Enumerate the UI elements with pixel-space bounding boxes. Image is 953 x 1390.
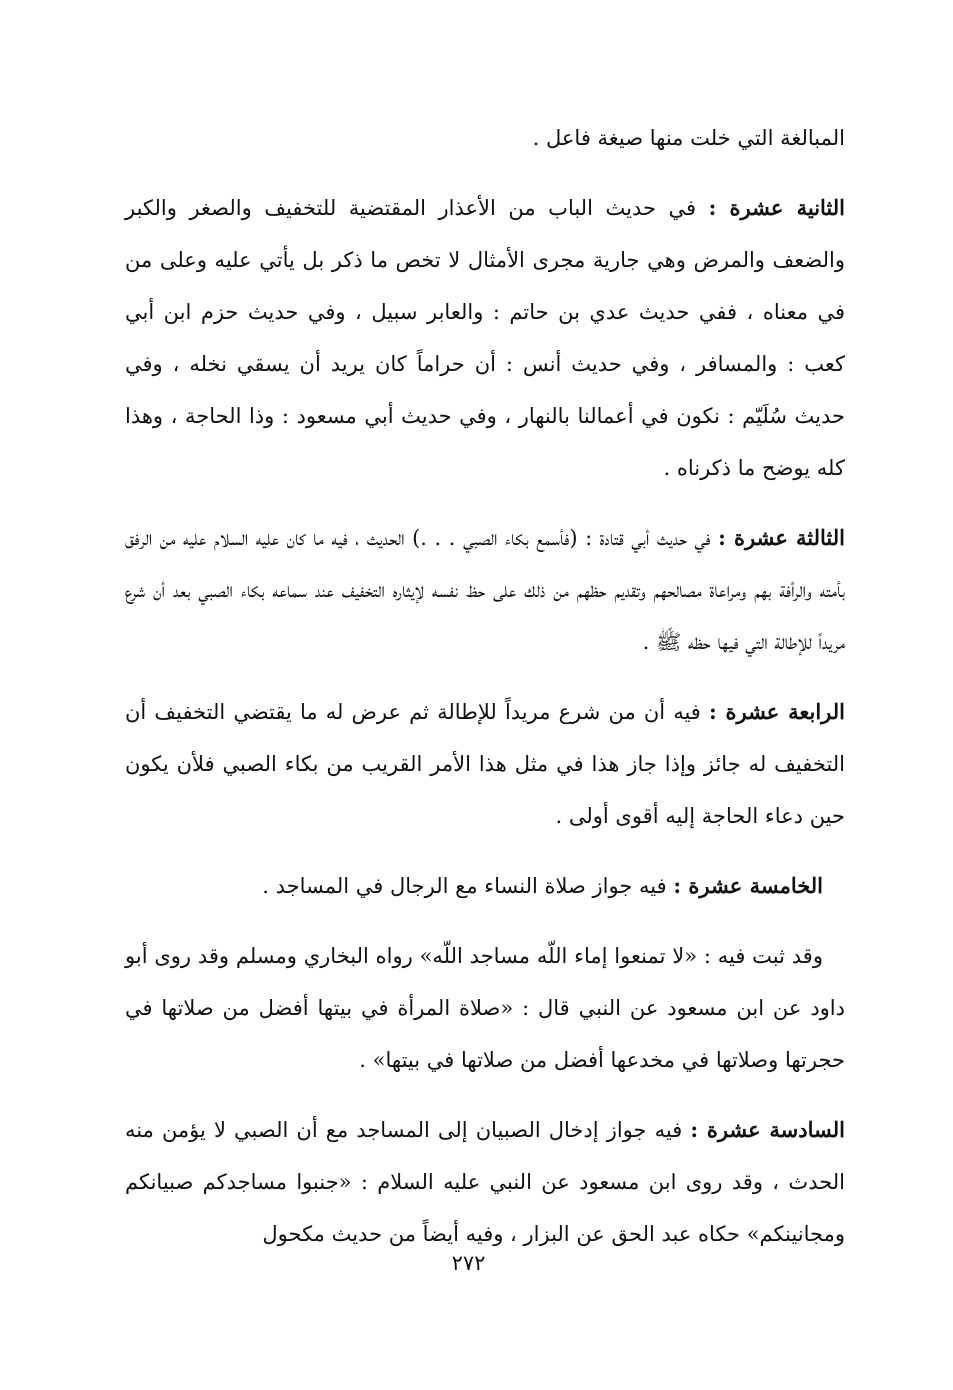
paragraph-text: في حديث أبي قتادة : (فأسمع بكاء الصبي . . .) الحديث ، فيه ما كان عليه السلام عليه من الرفق بأمته والرأفة بهم ومراعاة مصالحهم وتقديم حظهم من ذلك على حظ نفسه لإيثاره التخفيف عند سماعه بكاء الصبي بعد أن شرع مريداً للإطالة التي فيها حظه ﷺ .: [125, 526, 845, 654]
intro-line: [125, 112, 845, 164]
paragraph-hadith-evidence: [125, 930, 845, 1086]
paragraph-text: فيه جواز إدخال الصبيان إلى المساجد مع أن الصبي لا يؤمن منه الحدث ، وقد روى ابن مسعود عن النبي عليه السلام : «جنبوا مساجدكم صبيانكم ومجانينكم» حكاه عبد الحق عن البزار ، وفيه أيضاً من حديث مكحول: [125, 1118, 845, 1246]
page-body: [125, 112, 845, 1278]
paragraph-text: فيه أن من شرع مريداً للإطالة ثم عرض له ما يقتضي التخفيف أن التخفيف له جائز وإذا جاز هذا في مثل هذا الأمر القريب من بكاء الصبي فلأن يكون حين دعاء الحاجة إليه أقوى أولى .: [125, 700, 845, 828]
paragraph-fifteenth: [125, 860, 845, 912]
page-number: ٢٧٢: [451, 1251, 486, 1275]
paragraph-label: الثانية عشرة :: [708, 195, 846, 220]
paragraph-text: وقد ثبت فيه : «لا تمنعوا إماء اللّه مساجد اللّه» رواه البخاري ومسلم وقد روى أبو داود عن ابن مسعود عن النبي قال : «صلاة المرأة في بيتها أفضل من صلاتها في حجرتها وصلاتها في مخدعها أفضل من صلاتها في بيتها» .: [125, 944, 845, 1072]
paragraph-thirteenth: [125, 512, 845, 668]
paragraph-label: الرابعة عشرة :: [708, 699, 845, 724]
paragraph-text: فيه جواز صلاة النساء مع الرجال في المساجد .: [262, 874, 674, 898]
paragraph-text: في حديث الباب من الأعذار المقتضية للتخفيف والصغر والكبر والضعف والمرض وهي جارية مجرى الأمثال لا تخص ما ذكر بل يأتي عليه وعلى من في معناه ، ففي حديث عدي بن حاتم : والعابر سبيل ، وفي حديث حزم ابن أبي كعب : والمسافر ، وفي حديث أنس : أن حراماً كان يريد أن يسقي نخله ، وفي حديث سُلَيّم : نكون في أعمالنا بالنهار ، وفي حديث أبي مسعود : وذا الحاجة ، وهذا كله يوضح ما ذكرناه .: [125, 196, 845, 480]
paragraph-sixteenth: [125, 1104, 845, 1260]
paragraph-label: السادسة عشرة :: [690, 1117, 845, 1142]
paragraph-fourteenth: [125, 686, 845, 842]
paragraph-twelfth: [125, 182, 845, 494]
paragraph-label: الخامسة عشرة :: [673, 873, 823, 898]
paragraph-label: الثالثة عشرة :: [718, 525, 845, 550]
intro-line-text: المبالغة التي خلت منها صيغة فاعل .: [532, 126, 845, 150]
